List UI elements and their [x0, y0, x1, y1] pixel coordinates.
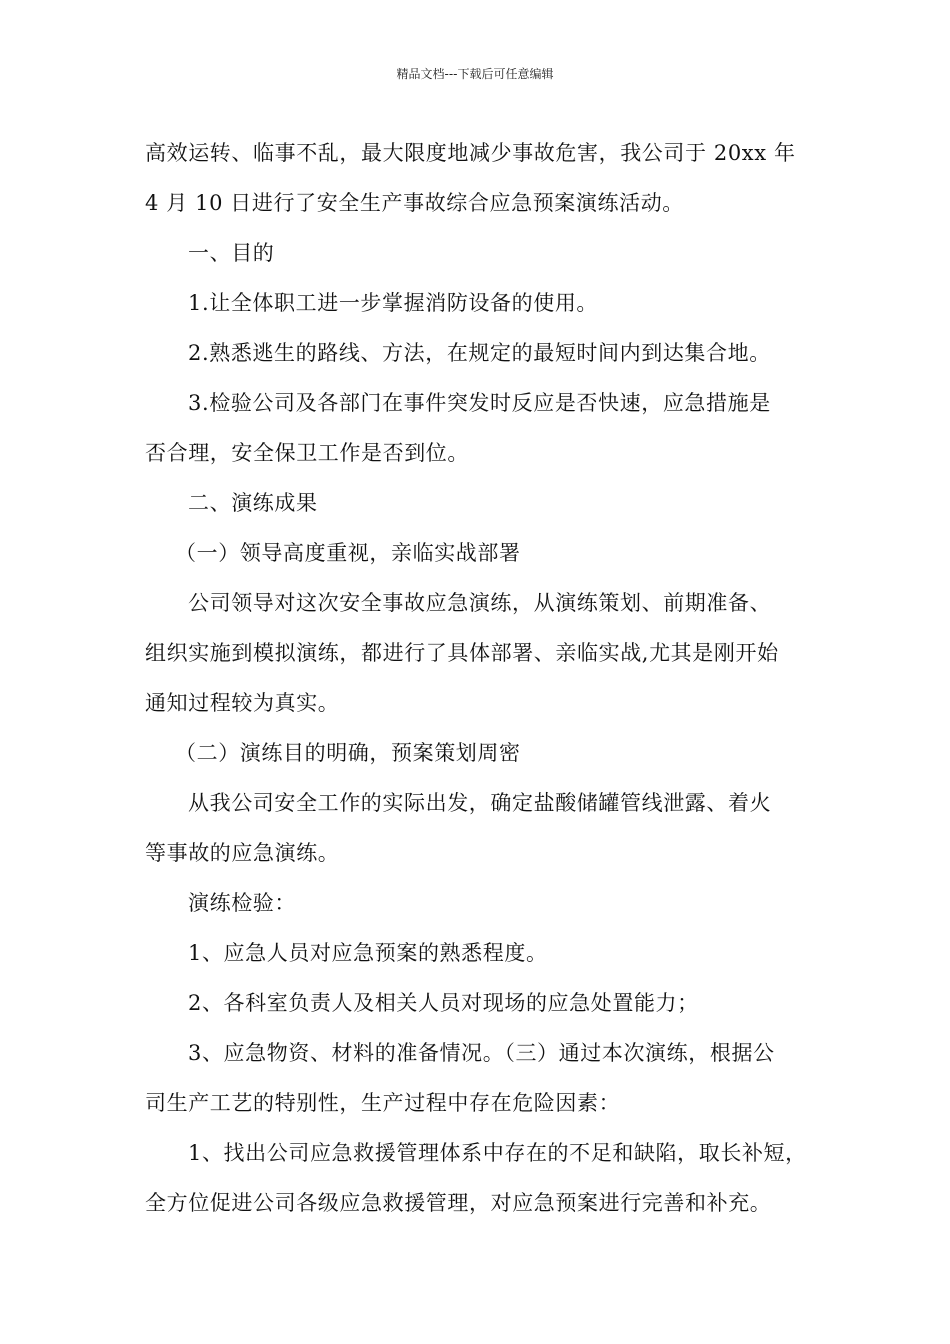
- body-line: 高效运转、临事不乱，最大限度地减少事故危害，我公司于 20xx 年: [145, 141, 796, 165]
- list-item: 3.检验公司及各部门在事件突发时反应是否快速，应急措施是: [188, 391, 771, 415]
- body-line: 司生产工艺的特别性，生产过程中存在危险因素：: [145, 1091, 621, 1115]
- paragraph-line: 从我公司安全工作的实际出发，确定盐酸储罐管线泄露、着火: [188, 791, 772, 815]
- list-item: 3、应急物资、材料的准备情况。（三）通过本次演练，根据公: [188, 1041, 775, 1065]
- document-body: [145, 128, 825, 1228]
- body-line: 全方位促进公司各级应急救援管理，对应急预案进行完善和补充。: [145, 1191, 772, 1215]
- list-item: 1、找出公司应急救援管理体系中存在的不足和缺陷，取长补短，: [188, 1141, 807, 1165]
- section-heading: 一、目的: [188, 241, 275, 265]
- paragraph-line: 演练检验：: [188, 891, 296, 915]
- subsection-heading: （一）领导高度重视，亲临实战部署: [175, 541, 521, 565]
- section-heading: 二、演练成果: [188, 491, 318, 515]
- body-line: 等事故的应急演练。: [145, 841, 340, 865]
- list-item: 2.熟悉逃生的路线、方法，在规定的最短时间内到达集合地。: [188, 341, 771, 365]
- body-line: 否合理，安全保卫工作是否到位。: [145, 441, 469, 465]
- body-line: 组织实施到模拟演练，都进行了具体部署、亲临实战,尤其是刚开始: [145, 641, 779, 665]
- body-line: 通知过程较为真实。: [145, 691, 340, 715]
- paragraph-line: 公司领导对这次安全事故应急演练，从演练策划、前期准备、: [188, 591, 772, 615]
- body-line: 4 月 10 日进行了安全生产事故综合应急预案演练活动。: [145, 191, 684, 215]
- subsection-heading: （二）演练目的明确，预案策划周密: [175, 741, 521, 765]
- list-item: 1.让全体职工进一步掌握消防设备的使用。: [188, 291, 599, 315]
- page-header: 精品文档---下载后可任意编辑: [396, 67, 554, 81]
- list-item: 2、各科室负责人及相关人员对现场的应急处置能力；: [188, 991, 699, 1015]
- list-item: 1、应急人员对应急预案的熟悉程度。: [188, 941, 548, 965]
